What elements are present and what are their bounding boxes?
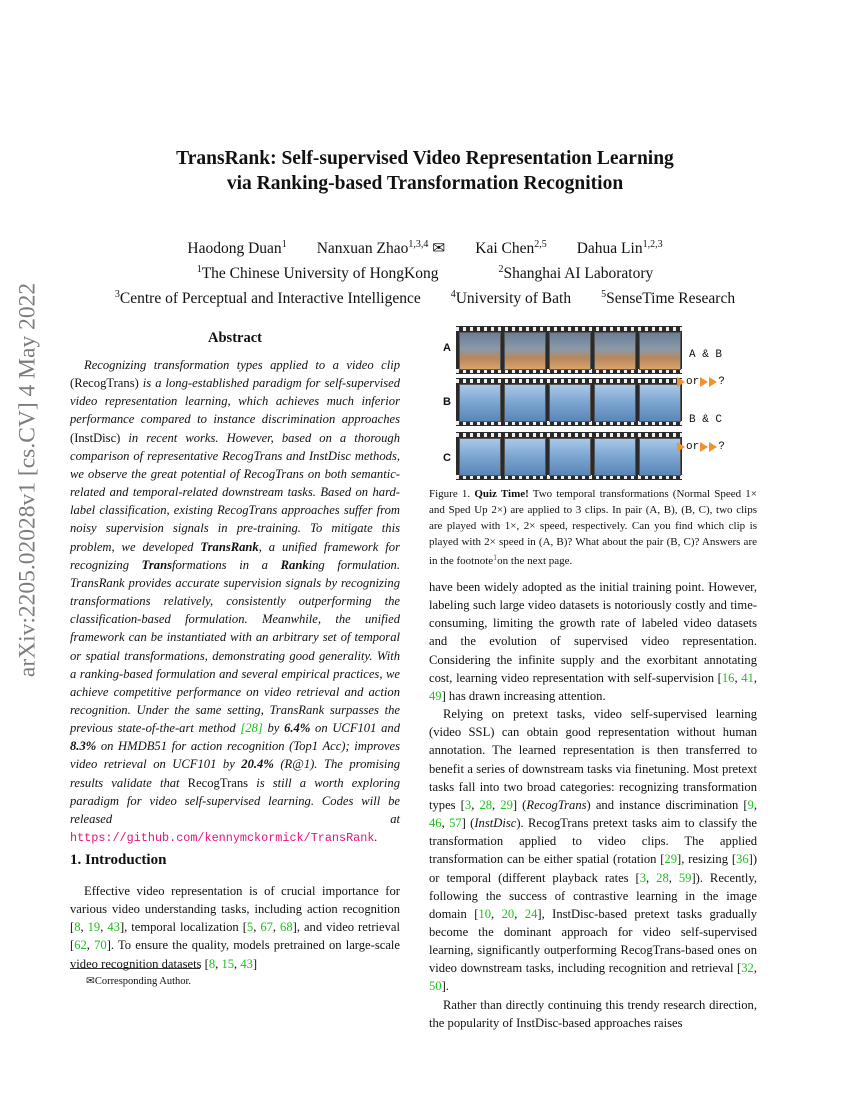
citation-link[interactable]: 62	[74, 938, 87, 953]
video-frame	[504, 384, 546, 422]
intro-text: ,	[80, 920, 88, 935]
affiliation-2: Shanghai AI Laboratory	[503, 265, 654, 282]
citation-link[interactable]: 24	[524, 906, 538, 921]
citation-link[interactable]: [28]	[240, 721, 263, 736]
body-text: ].	[441, 979, 449, 994]
or-label: or	[686, 441, 700, 453]
film-strip-a	[456, 326, 682, 374]
aff-4-sup: 4	[450, 289, 456, 300]
abstract-text: Trans	[141, 557, 172, 572]
affiliation-1: The Chinese University of HongKong	[201, 265, 439, 282]
body-text: ,	[734, 670, 742, 685]
abstract-text: 6.4%	[284, 721, 311, 736]
footnote-link[interactable]: 1	[493, 553, 498, 562]
figure-caption	[429, 486, 757, 569]
intro-text: ,	[234, 956, 241, 971]
intro-text: ,	[253, 920, 261, 935]
affiliation-4: University of Bath	[455, 290, 572, 307]
envelope-icon: ✉	[86, 976, 95, 987]
aff-5-sup: 5	[601, 289, 607, 300]
paragraph	[429, 578, 757, 705]
citation-link[interactable]: 28	[656, 870, 669, 885]
citation-link[interactable]: 57	[449, 816, 462, 831]
citation-link[interactable]: 8	[74, 920, 81, 935]
affiliation-5: SenseTime Research	[606, 290, 736, 307]
title-line-2: via Ranking-based Transformation Recognition	[226, 173, 624, 194]
film-strip-b	[456, 378, 682, 426]
author-3-sup: 2,5	[534, 239, 547, 250]
envelope-icon: ✉	[432, 240, 446, 257]
abstract-text: on UCF101 and	[310, 721, 401, 736]
abstract-text: by	[262, 721, 285, 736]
abstract-text: formations in a	[171, 557, 281, 572]
intro-text: ,	[272, 920, 281, 935]
body-text: RecogTrans	[526, 797, 587, 812]
body-text: ,	[753, 670, 758, 685]
right-column-body	[429, 578, 757, 1032]
body-text: ,	[441, 816, 450, 831]
body-text: ). RecogTrans pretext tasks aim to classify the transformation applied to video clips. The applied transformation can be either spatial (rotation [	[429, 816, 757, 867]
citation-link[interactable]: 15	[221, 956, 235, 971]
abstract-text: .	[374, 830, 378, 845]
figure-1-quiz	[429, 322, 757, 482]
video-frame	[639, 438, 681, 476]
caption-bold: Quiz Time!	[474, 488, 529, 500]
citation-link[interactable]: 70	[94, 938, 107, 953]
citation-link[interactable]: 36	[736, 852, 749, 867]
citation-link[interactable]: 49	[429, 688, 442, 703]
video-frame	[549, 384, 591, 422]
intro-paragraph	[70, 882, 400, 973]
video-frame	[639, 332, 681, 370]
author-1: Haodong Duan	[187, 240, 282, 257]
question-mark: ?	[718, 441, 725, 453]
citation-link[interactable]: 10	[478, 906, 491, 921]
author-4: Dahua Lin	[576, 240, 643, 257]
abstract-text: ing formulation. TransRank provides accurate supervision signals by recognizing transformations relatively, consistently outperforming the classification-based formulation. Meanwhile, the unified framework can be instantiated with an arbitrary set of temporal or spatial transformations, demonstrating good generality. With a ranking-based formulation and several empirical practices, we achieve competitive performance on video retrieval and action recognition. Under the same setting, TransRank surpasses the previous state-of-the-art method	[70, 557, 400, 736]
citation-link[interactable]: 68	[280, 920, 293, 935]
question-mark: ?	[718, 376, 725, 388]
body-text: ,	[753, 797, 757, 812]
video-frame	[594, 332, 636, 370]
title-line-1: TransRank: Self-supervised Video Representation Learning	[176, 148, 674, 169]
video-frame	[549, 438, 591, 476]
citation-link[interactable]: 50	[429, 979, 442, 994]
citation-link[interactable]: 9	[747, 797, 754, 812]
caption-text: on the next page.	[497, 555, 573, 567]
body-text: ) and instance discrimination [	[586, 797, 748, 812]
abstract-text: 8.3%	[70, 739, 97, 754]
caption-text: Figure 1.	[429, 488, 475, 500]
body-text: ] has drawn increasing attention.	[441, 688, 606, 703]
intro-text: ,	[86, 938, 95, 953]
affiliation-3: Centre of Perceptual and Interactive Intelligence	[119, 290, 421, 307]
footnote-rule	[70, 968, 200, 969]
clip-label-b: B	[443, 396, 451, 408]
video-frame	[459, 332, 501, 370]
play-choice-bc	[677, 441, 725, 453]
citation-link[interactable]: 3	[639, 870, 647, 885]
aff-2-sup: 2	[498, 264, 504, 275]
pair-label-ab: A & B	[689, 349, 723, 361]
citation-link[interactable]: 28	[479, 797, 493, 812]
abstract-text: Rank	[280, 557, 309, 572]
footnote	[86, 975, 191, 987]
author-2: Nanxuan Zhao	[316, 240, 409, 257]
body-text: InstDisc	[474, 816, 517, 831]
body-text: ], resizing [	[677, 852, 737, 867]
play-choice-ab	[677, 376, 725, 388]
abstract-text: on HMDB51 for action recognition (Top1 Acc); improves video retrieval on UCF101 by	[70, 739, 400, 772]
abstract-heading: Abstract	[208, 330, 262, 346]
citation-link[interactable]: 43	[240, 956, 253, 971]
abstract-text: TransRank	[200, 539, 259, 554]
body-text: ,	[492, 797, 501, 812]
paragraph: Rather than directly continuing this trendy research direction, the popularity of InstDisc-based approaches raises	[429, 997, 757, 1030]
footnote-text: Corresponding Author.	[94, 976, 192, 987]
citation-link[interactable]: 43	[107, 920, 120, 935]
abstract-text: is still a worth exploring paradigm for video self-supervised learning. Codes will be released at	[70, 775, 400, 826]
video-frame	[504, 332, 546, 370]
body-text: ,	[514, 906, 525, 921]
clip-label-c: C	[443, 452, 451, 464]
body-text: ,	[668, 870, 679, 885]
play-icon	[677, 442, 685, 452]
affiliations-line-2	[0, 284, 850, 309]
aff-3-sup: 3	[114, 289, 120, 300]
citation-link[interactable]: 59	[678, 870, 692, 885]
author-2-sup: 1,3,4	[408, 239, 429, 250]
intro-text: ,	[100, 920, 108, 935]
video-frame	[594, 438, 636, 476]
play-icon	[700, 442, 708, 452]
body-text: have been widely adopted as the initial training point. However, labeling such large video datasets is notoriously costly and time-consuming, limiting the growth rate of labeled video datasets and the evolution of supervised video representation. Considering the infinite supply and the exorbitant annotating cost, learning video representation with self-supervision [	[429, 580, 757, 685]
citation-link[interactable]: 5	[246, 920, 254, 935]
paragraph	[429, 705, 757, 996]
abstract-body	[70, 356, 400, 847]
play-icon	[709, 377, 717, 387]
code-url-link[interactable]: https://github.com/kennymckormick/TransRank	[70, 831, 375, 846]
citation-link[interactable]: 8	[208, 956, 216, 971]
body-text: ,	[491, 906, 502, 921]
abstract-text: RecogTrans	[187, 775, 249, 790]
play-icon	[709, 442, 717, 452]
body-text: ]) or temporal (different playback rates [	[429, 852, 758, 885]
body-text: ] (	[461, 816, 475, 831]
body-text: ]). Recently, following the success of contrastive learning in the image domain [	[429, 870, 758, 921]
intro-text: ], and video retrieval [	[70, 920, 401, 953]
section-heading-introduction: 1. Introduction	[70, 852, 167, 868]
citation-link[interactable]: 20	[501, 906, 515, 921]
citation-link[interactable]: 67	[260, 920, 273, 935]
author-block	[0, 234, 850, 309]
abstract-text: is a long-established paradigm for self-supervised video representation learning, which achieves much inferior performance compared to instance discrimination approaches	[70, 376, 400, 427]
paper-title	[0, 146, 850, 196]
play-icon	[700, 377, 708, 387]
abstract-text: , a unified framework for recognizing	[70, 539, 400, 572]
author-names	[0, 234, 850, 259]
author-3: Kai Chen	[475, 240, 535, 257]
abstract-text: (R@1). The promising results validate that	[70, 757, 400, 790]
citation-link[interactable]: 32	[741, 961, 754, 976]
intro-text: Effective video representation is of crucial importance for various video understanding tasks, including action recognition [	[70, 884, 400, 935]
film-strip-c	[456, 432, 682, 480]
author-1-sup: 1	[281, 239, 287, 250]
intro-text: ]	[252, 956, 258, 971]
video-frame	[639, 384, 681, 422]
body-text: ], InstDisc-based pretext tasks gradually become the dominant approach for video self-supervised learning, significantly outperforming RecogTrans-based ones on video downstream tasks, including recognition and retrieval [	[429, 906, 758, 976]
citation-link[interactable]: 19	[87, 920, 101, 935]
pair-label-bc: B & C	[689, 414, 723, 426]
video-frame	[459, 438, 501, 476]
intro-text: ], temporal localization [	[119, 920, 247, 935]
abstract-text: 20.4%	[241, 757, 274, 772]
author-4-sup: 1,2,3	[642, 239, 663, 250]
video-frame	[459, 384, 501, 422]
play-icon	[677, 377, 685, 387]
abstract-text: Recognizing transformation types applied to a video clip	[84, 358, 400, 372]
arxiv-stamp	[8, 282, 48, 678]
video-frame	[594, 384, 636, 422]
citation-link[interactable]: 41	[741, 670, 754, 685]
arxiv-id: arXiv:2205.02028v1 [cs.CV] 4 May 2022	[14, 282, 41, 678]
citation-link[interactable]: 29	[500, 797, 513, 812]
body-text: ,	[471, 797, 480, 812]
citation-link[interactable]: 3	[464, 797, 472, 812]
intro-text: ]. To ensure the quality, models pretrained on large-scale video recognition datasets [	[70, 938, 401, 971]
video-frame	[504, 438, 546, 476]
citation-link[interactable]: 29	[664, 852, 678, 867]
citation-link[interactable]: 46	[429, 816, 442, 831]
clip-label-a: A	[443, 342, 451, 354]
or-label: or	[686, 376, 700, 388]
aff-1-sup: 1	[196, 264, 202, 275]
video-frame	[549, 332, 591, 370]
abstract-text: (RecogTrans)	[70, 376, 139, 391]
affiliations-line-1	[0, 259, 850, 284]
body-text: ,	[753, 961, 757, 976]
body-text: Relying on pretext tasks, video self-supervised learning (video SSL) can obtain good representation without human annotation. The learned representation is then transferred to benefit a series of downstream tasks via finetuning. Most pretext tasks fall into two broad categories: recognizing transformation types [	[429, 707, 757, 812]
body-text: ,	[646, 870, 657, 885]
abstract-text: in recent works. However, based on a thorough comparison of representative RecogTrans and InstDisc methods, we observe the great potential of RecogTrans on both semantic-related and temporal-related downstream tasks. Based on hard-label classification, existing RecogTrans approaches suffer from noisy supervision signals in pre-training. To mitigate this problem, we developed	[70, 430, 400, 554]
citation-link[interactable]: 16	[721, 670, 735, 685]
intro-text: ,	[215, 956, 222, 971]
body-text: ] (	[512, 797, 527, 812]
abstract-text: (InstDisc)	[70, 430, 121, 445]
caption-text: Two temporal transformations (Normal Speed 1× and Sped Up 2×) are applied to 3 clips. In pair (A, B), (B, C), two clips are played with 1×, 2× speed, respectively. Can you find which clip is played with 2× speed in (A, B)? What about the pair (B, C)? Answers are in the footnote	[429, 488, 757, 567]
